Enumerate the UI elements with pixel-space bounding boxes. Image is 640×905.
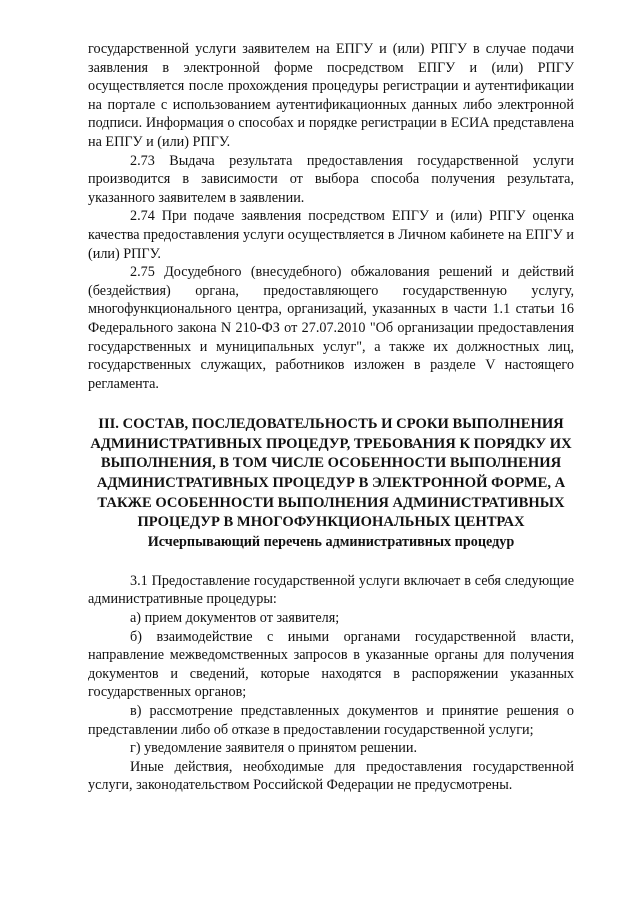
list-item-a: а) прием документов от заявителя;: [130, 610, 340, 627]
paragraph-2-73: 2.73 Выдача результата предоставления государственной услуги производится в зависимости от выбора способа получения результата, указанного заявителем в заявлении.: [88, 152, 574, 206]
list-item-g: г) уведомление заявителя о принятом решении.: [130, 740, 418, 757]
paragraph-2-74: 2.74 При подаче заявления посредством ЕПГУ и (или) РПГУ оценка качества предоставления услуги осуществляется в Личном кабинете на ЕПГУ и (или) РПГУ.: [88, 208, 574, 262]
final-paragraph: Иные действия, необходимые для предоставления государственной услуги, законодательством Российской Федерации не предусмотрены.: [88, 758, 574, 794]
paragraph-2-75: 2.75 Досудебного (внесудебного) обжалования решений и действий (бездействия) органа, предоставляющего государственную услугу, многофункционального центра, организаций, указанных в части 1.1 статьи 16 Федерального закона N 210-ФЗ от 27.07.2010 "Об организации предоставления государственных и муниципальных услуг", а также их должностных лиц, государственных служащих, работников изложен в разделе V настоящего регламента.: [88, 264, 574, 392]
list-item-v: в) рассмотрение представленных документов и принятие решения о представлении либо об отказе в предоставлении государственной услуги;: [88, 703, 574, 738]
list-item-b: б) взаимодействие с иными органами государственной власти, направление межведомственных запросов в указанные органы для получения документов и сведений, которые находятся в распоряжении указанных государственных органов;: [88, 628, 574, 701]
section-subheading: Исчерпывающий перечень административных процедур: [147, 533, 515, 550]
paragraph-3-1: 3.1 Предоставление государственной услуги включает в себя следующие административные процедуры:: [88, 572, 574, 608]
intro-paragraph: государственной услуги заявителем на ЕПГУ и (или) РПГУ в случае подачи заявления в электронной форме посредством ЕПГУ и (или) РПГУ осуществляется после прохождения процедуры регистрации и аутентификации на портале с использованием аутентификационных данных либо электронной подписи. Информация о способах и порядке регистрации в ЕСИА представлена на ЕПГУ и (или) РПГУ.: [88, 41, 574, 150]
section-heading: III. СОСТАВ, ПОСЛЕДОВАТЕЛЬНОСТЬ И СРОКИ ВЫПОЛНЕНИЯ АДМИНИСТРАТИВНЫХ ПРОЦЕДУР, ТРЕБОВАНИЯ К ПОРЯДКУ ИХ ВЫПОЛНЕНИЯ, В ТОМ ЧИСЛЕ ОСОБЕННОСТИ ВЫПОЛНЕНИЯ АДМИНИСТРАТИВНЫХ ПРОЦЕДУР В ЭЛЕКТРОННОЙ ФОРМЕ, А ТАКЖЕ ОСОБЕННОСТИ ВЫПОЛНЕНИЯ АДМИНИСТРАТИВНЫХ ПРОЦЕДУР В МНОГОФУНКЦИОНАЛЬНЫХ ЦЕНТРАХ: [90, 416, 572, 531]
document-page: [88, 40, 574, 795]
